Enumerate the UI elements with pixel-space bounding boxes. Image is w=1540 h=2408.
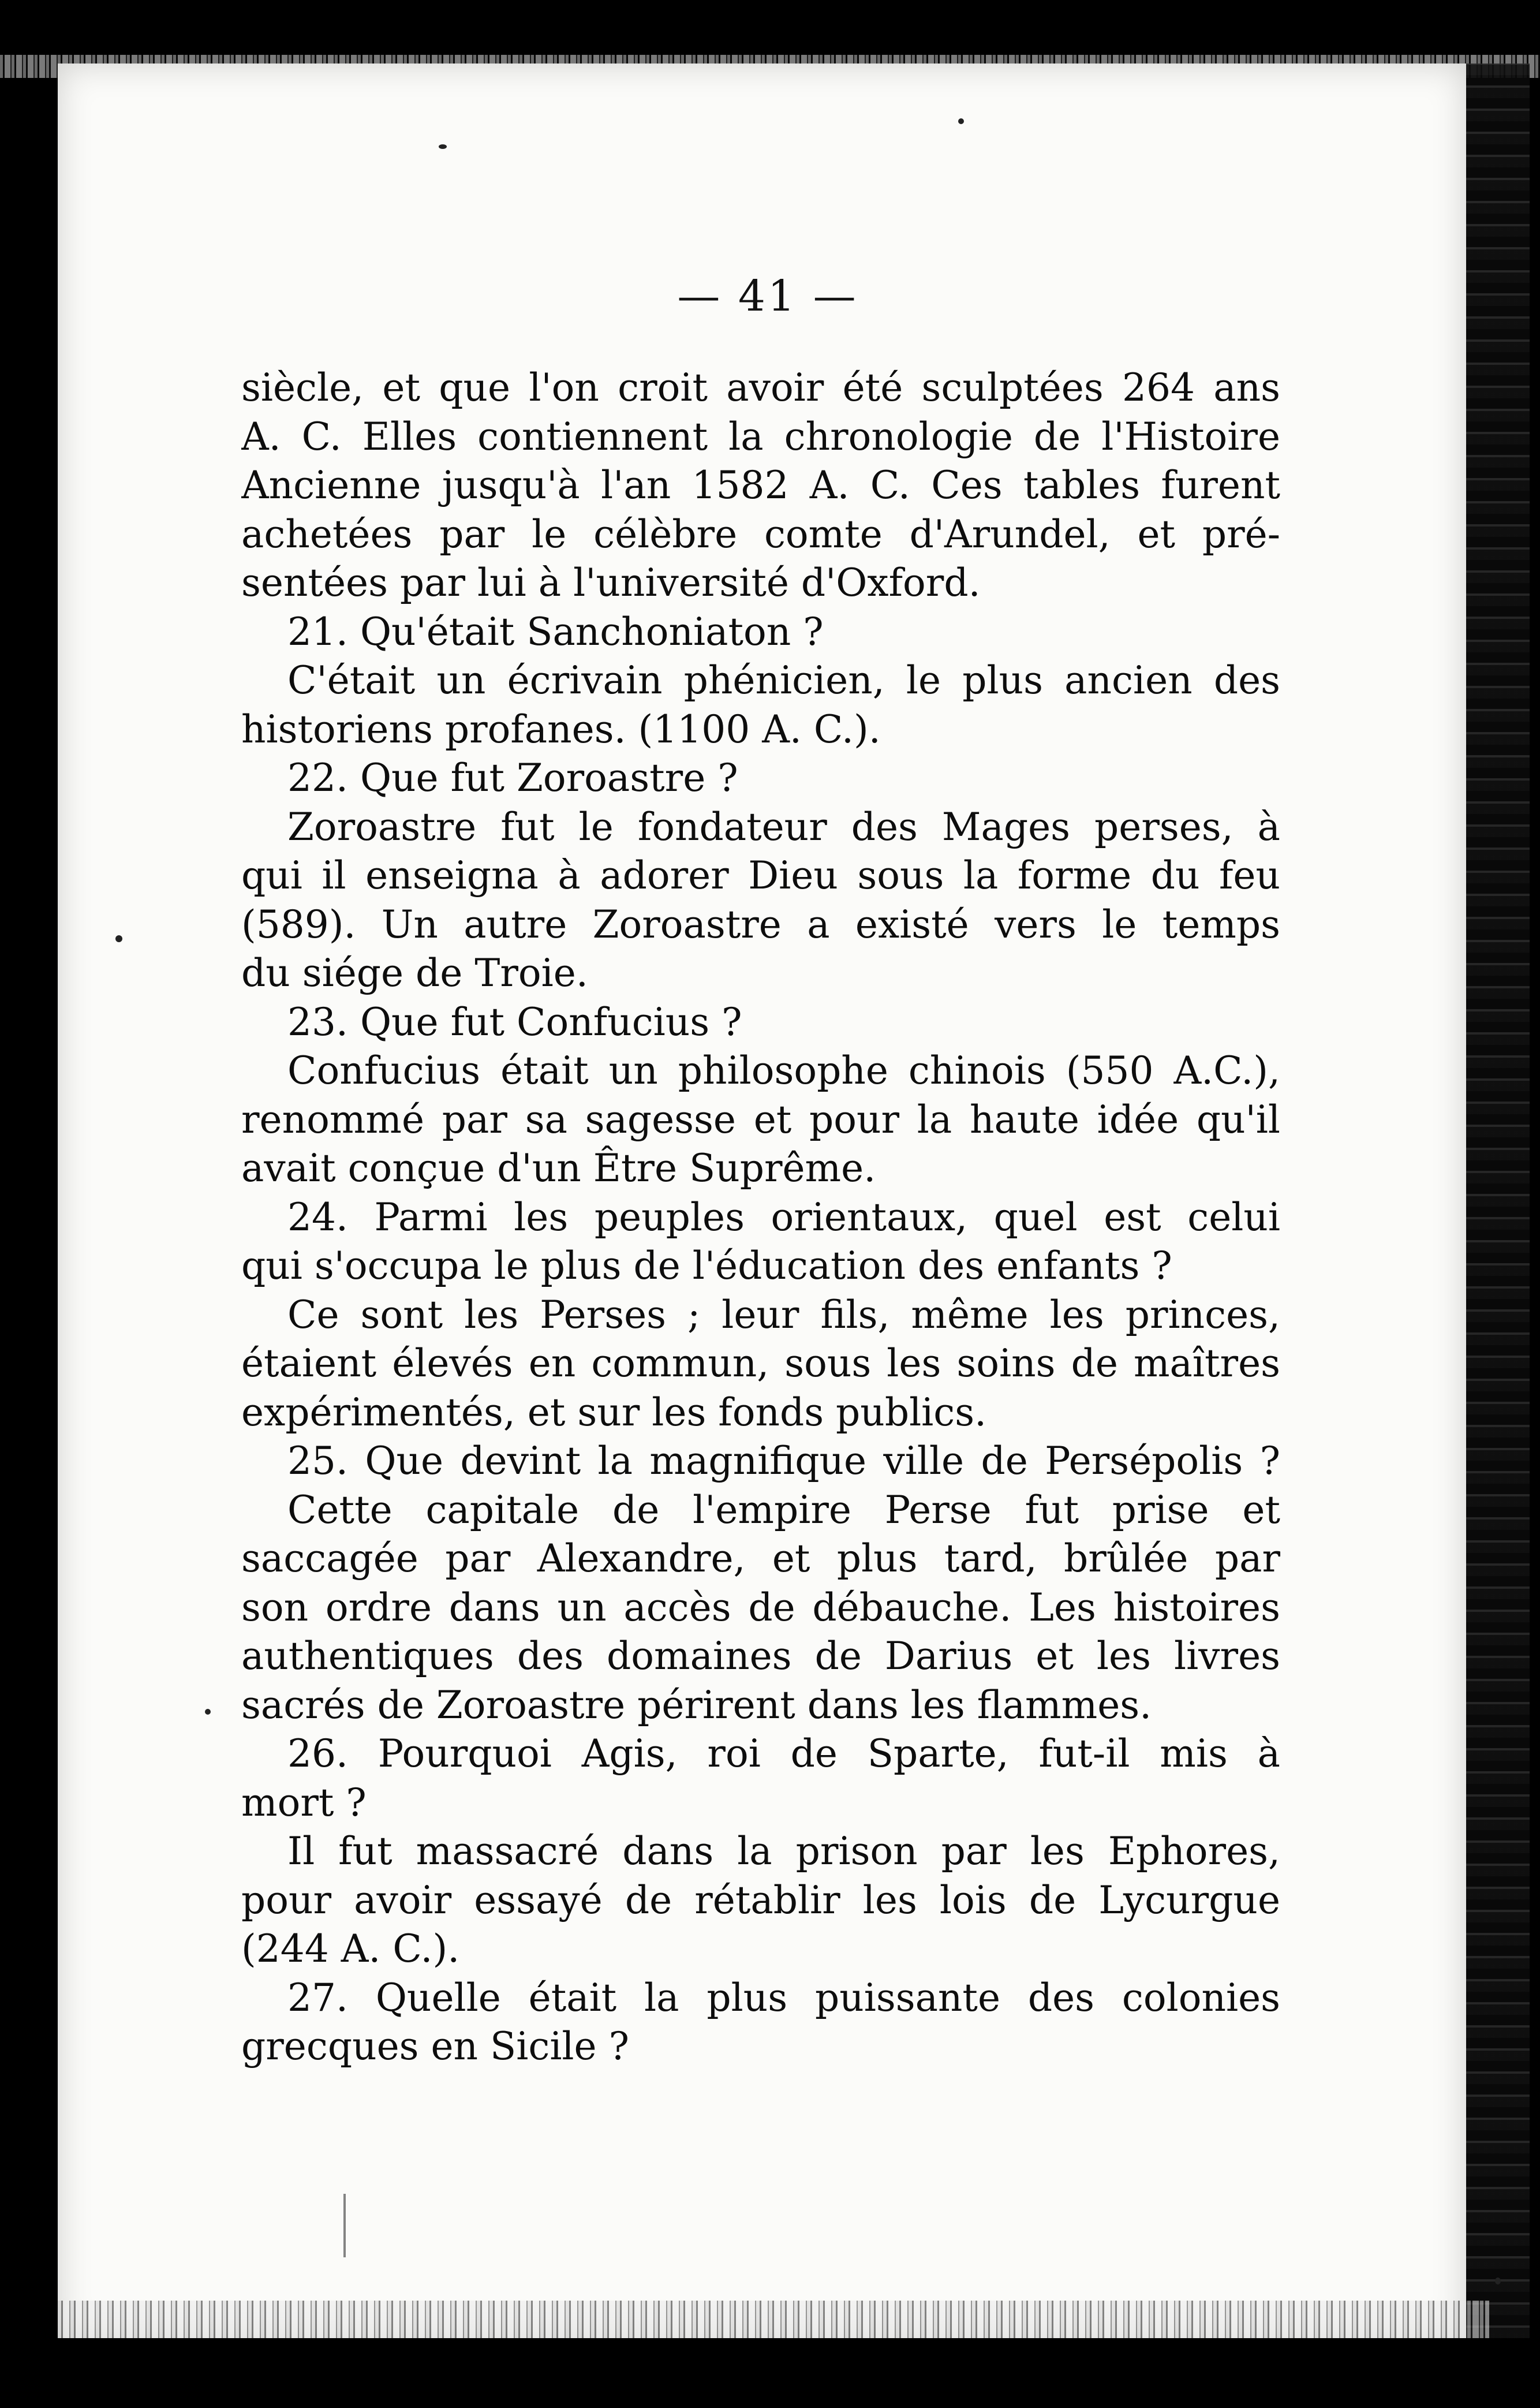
page-bottom-edge xyxy=(58,2301,1489,2338)
text-line: C'était un écrivain phénicien, le plus ancien des xyxy=(287,658,1280,703)
text-line: pour avoir essayé de rétablir les lois de Lycurgue xyxy=(241,1877,1280,1922)
text-line: 27. Quelle était la plus puissante des colonies xyxy=(287,1975,1280,2020)
scan-speck xyxy=(115,935,122,942)
text-line: Il fut massacré dans la prison par les Ephores, xyxy=(287,1829,1280,1873)
text-line: qui s'occupa le plus de l'éducation des enfants ? xyxy=(241,1244,1172,1288)
text-line: A. C. Elles contiennent la chronologie de l'Histoire xyxy=(241,414,1280,459)
text-line: authentiques des domaines de Darius et les livres xyxy=(241,1634,1280,1678)
text-line: Cette capitale de l'empire Perse fut prise et xyxy=(287,1487,1280,1532)
scan-artifact-line xyxy=(343,2194,346,2257)
text-line: grecques en Sicile ? xyxy=(241,2024,629,2069)
text-line: (589). Un autre Zoroastre a existé vers le temps xyxy=(241,902,1280,947)
scan-speck xyxy=(439,144,447,149)
text-line: historiens profanes. (1100 A. C.). xyxy=(241,707,881,752)
text-line: qui il enseigna à adorer Dieu sous la forme du feu xyxy=(241,853,1280,898)
text-line: 23. Que fut Confucius ? xyxy=(287,999,742,1044)
text-line: mort ? xyxy=(241,1780,367,1825)
text-line: son ordre dans un accès de débauche. Les histoires xyxy=(241,1585,1280,1630)
text-line: 22. Que fut Zoroastre ? xyxy=(287,756,738,800)
text-line: 21. Qu'était Sanchoniaton ? xyxy=(287,609,824,654)
text-line: du siége de Troie. xyxy=(241,951,588,995)
text-line: renommé par sa sagesse et pour la haute idée qu'il xyxy=(241,1097,1280,1142)
text-line: sentées par lui à l'université d'Oxford. xyxy=(241,561,981,605)
text-line: Zoroastre fut le fondateur des Mages perses, à xyxy=(287,804,1280,849)
text-line: achetées par le célèbre comte d'Arundel, et pré- xyxy=(241,512,1280,557)
text-line: 26. Pourquoi Agis, roi de Sparte, fut-il mis à xyxy=(287,1731,1280,1776)
text-line: expérimentés, et sur les fonds publics. xyxy=(241,1390,987,1435)
scan-speck xyxy=(958,118,964,124)
text-line: avait conçue d'un Être Suprême. xyxy=(241,1146,876,1190)
scan-speck xyxy=(205,1709,211,1715)
body-text xyxy=(241,364,1280,2071)
scan-speck xyxy=(1495,2278,1501,2284)
text-line: 25. Que devint la magnifique ville de Persépolis ? xyxy=(287,1439,1280,1483)
page-number: — 41 — xyxy=(677,271,858,321)
text-line: sacrés de Zoroastre périrent dans les flammes. xyxy=(241,1682,1152,1727)
text-line: Confucius était un philosophe chinois (550 A.C.), xyxy=(287,1048,1280,1093)
text-line: étaient élevés en commun, sous les soins de maîtres xyxy=(241,1341,1280,1386)
text-line: 24. Parmi les peuples orientaux, quel est celui xyxy=(287,1194,1280,1240)
text-line: Ce sont les Perses ; leur fils, même les princes, xyxy=(287,1292,1280,1337)
text-line: Ancienne jusqu'à l'an 1582 A. C. Ces tables furent xyxy=(241,463,1280,507)
text-line: (244 A. C.). xyxy=(241,1927,460,1971)
book-gutter-edge xyxy=(1466,64,1530,2338)
text-line: saccagée par Alexandre, et plus tard, brûlée par xyxy=(241,1536,1280,1581)
text-line: siècle, et que l'on croit avoir été sculptées 264 ans xyxy=(241,365,1280,410)
